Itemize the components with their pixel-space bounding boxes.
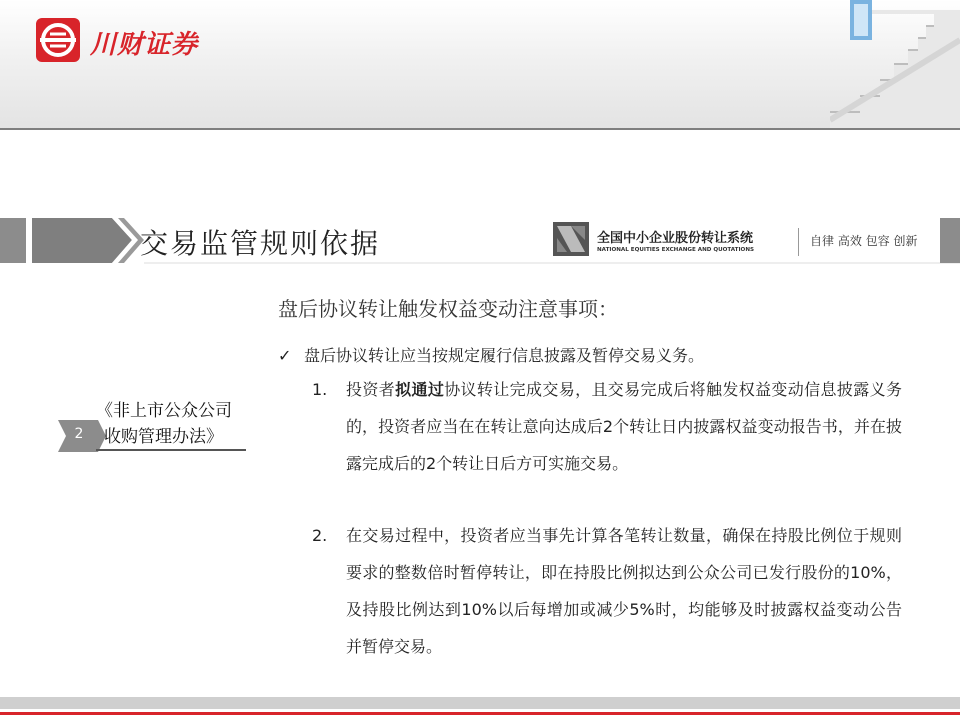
- content-heading: 盘后协议转让触发权益变动注意事项：: [278, 297, 618, 321]
- neeq-name-en: NATIONAL EQUITIES EXCHANGE AND QUOTATIONS: [597, 247, 755, 253]
- law-name-line2: 收购管理办法》: [104, 427, 223, 447]
- brand-name: 川财证券: [90, 30, 199, 60]
- list-item-text: 投资者拟通过协议转让完成交易，且交易完成后将触发权益变动信息披露义务的，投资者应当在在转让意向达成后2个转让日内披露权益变动报告书，并在披露完成后的2个转让日后方可实施交易。: [346, 380, 902, 473]
- neeq-divider: [798, 228, 799, 256]
- checkmark-icon: ✓: [278, 346, 292, 365]
- header-band: [0, 0, 960, 130]
- neeq-logo-icon: [553, 222, 589, 256]
- law-name-line1: 《非上市公众公司: [96, 401, 232, 421]
- slide-title: 交易监管规则依据: [140, 227, 381, 260]
- bullet-text: 盘后协议转让应当按规定履行信息披露及暂停交易义务。: [304, 346, 705, 365]
- law-name: [96, 398, 256, 450]
- chuancai-logo-icon: [36, 18, 80, 62]
- staircase-icon: [830, 0, 960, 130]
- bullet-row: [278, 343, 704, 366]
- list-item-text: 在交易过程中，投资者应当事先计算各笔转让数量，确保在持股比例位于规则要求的整数倍时暂停转让，即在持股比例拟达到公众公司已发行股份的10%，及持股比例达到10%以后每增加或减少5%时，均能够及时披露权益变动公告并暂停交易。: [346, 526, 902, 656]
- section-badge-number: 2: [74, 426, 84, 442]
- footer-accent-line: [0, 712, 960, 715]
- neeq-name-cn: 全国中小企业股份转让系统: [597, 231, 754, 246]
- list-item-number: 2.: [312, 526, 328, 545]
- emphasis-text: 拟通过: [395, 380, 445, 399]
- neeq-slogan: 自律 高效 包容 创新: [810, 234, 918, 248]
- list-item-number: 1.: [312, 380, 328, 399]
- list-item: [312, 517, 902, 665]
- list-item: [312, 371, 902, 482]
- law-underline: [96, 449, 246, 451]
- footer-bar: [0, 697, 960, 709]
